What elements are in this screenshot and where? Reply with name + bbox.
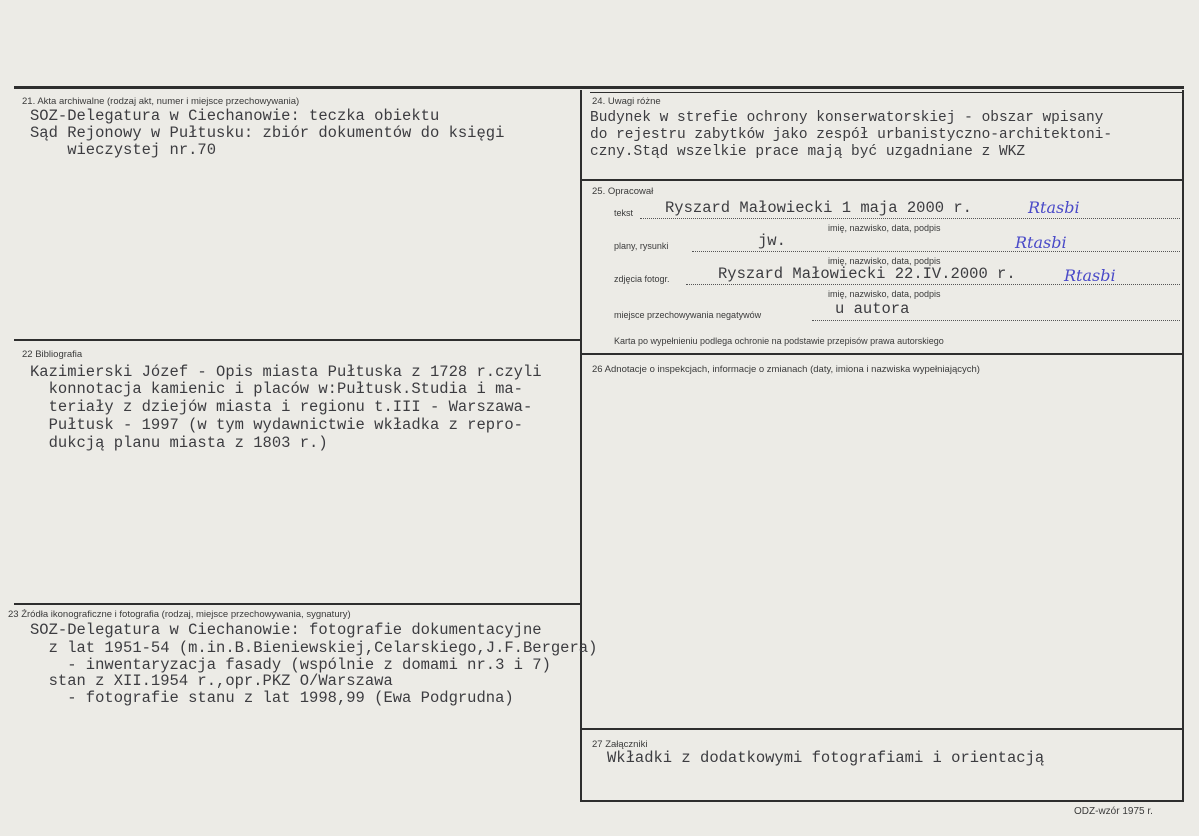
miejsce-dotline bbox=[812, 320, 1180, 321]
section-27-label: 27 Załączniki bbox=[592, 739, 648, 750]
tekst-caption: imię, nazwisko, data, podpis bbox=[828, 223, 941, 233]
divider-21-22 bbox=[14, 339, 580, 341]
section-23-label: 23 Źródła ikonograficzne i fotografia (rodzaj, miejsce przechowywania, sygnatury) bbox=[8, 609, 351, 620]
tekst-signature: Rtasbi bbox=[1028, 198, 1080, 217]
divider-24-25 bbox=[582, 179, 1184, 181]
tekst-value: Ryszard Małowiecki 1 maja 2000 r. bbox=[665, 199, 972, 217]
section-22-line-1: Kazimierski Józef - Opis miasta Pułtuska z 1728 r.czyli bbox=[30, 363, 542, 381]
section-24-label: 24. Uwagi różne bbox=[592, 96, 661, 107]
bottom-rule bbox=[582, 800, 1184, 802]
section-23-line-5: - fotografie stanu z lat 1998,99 (Ewa Podgrudna) bbox=[30, 689, 514, 707]
center-divider bbox=[580, 90, 582, 802]
section-23-line-3: - inwentaryzacja fasady (wspólnie z domami nr.3 i 7) bbox=[30, 656, 551, 674]
section-21-line-2: Sąd Rejonowy w Pułtusku: zbiór dokumentów do księgi bbox=[30, 124, 505, 142]
section-26-label: 26 Adnotacje o inspekcjach, informacje o zmianach (daty, imiona i nazwiska wypełniających) bbox=[592, 364, 980, 375]
section-25-label: 25. Opracował bbox=[592, 186, 654, 197]
section-23-line-4: stan z XII.1954 r.,opr.PKZ O/Warszawa bbox=[30, 672, 393, 690]
plany-signature: Rtasbi bbox=[1015, 233, 1067, 252]
section-22-label: 22 Bibliografia bbox=[22, 349, 83, 360]
top-rule bbox=[14, 86, 1184, 89]
zdjecia-signature: Rtasbi bbox=[1064, 266, 1116, 285]
plany-caption: imię, nazwisko, data, podpis bbox=[828, 256, 941, 266]
section-23-line-1: SOZ-Delegatura w Ciechanowie: fotografie dokumentacyjne bbox=[30, 621, 542, 639]
tekst-label: tekst bbox=[614, 208, 634, 218]
plany-label: plany, rysunki bbox=[614, 241, 669, 251]
section-21-line-3: wieczystej nr.70 bbox=[30, 141, 217, 159]
copyright-note: Karta po wypełnieniu podlega ochronie na podstawie przepisów prawa autorskiego bbox=[614, 336, 944, 346]
section-27-text: Wkładki z dodatkowymi fotografiami i orientacją bbox=[607, 749, 1045, 767]
section-24-line-3: czny.Stąd wszelkie prace mają być uzgadniane z WKZ bbox=[590, 144, 1026, 160]
section-24-line-1: Budynek w strefie ochrony konserwatorskiej - obszar wpisany bbox=[590, 110, 1104, 126]
plany-dotline bbox=[692, 251, 1180, 252]
form-footer: ODZ-wzór 1975 r. bbox=[1074, 806, 1153, 817]
section-21-label: 21. Akta archiwalne (rodzaj akt, numer i miejsce przechowywania) bbox=[22, 96, 300, 107]
section-23-line-2: z lat 1951-54 (m.in.B.Bieniewskiej,Celarskiego,J.F.Bergera) bbox=[30, 639, 598, 657]
plany-value: jw. bbox=[758, 232, 786, 250]
miejsce-value: u autora bbox=[835, 300, 910, 318]
divider-25-26 bbox=[582, 353, 1184, 355]
section-22-line-4: Pułtusk - 1997 (w tym wydawnictwie wkładka z repro- bbox=[30, 416, 523, 434]
zdjecia-caption: imię, nazwisko, data, podpis bbox=[828, 289, 941, 299]
zdjecia-value: Ryszard Małowiecki 22.IV.2000 r. bbox=[718, 265, 1016, 283]
section-22-line-2: konnotacja kamienic i placów w:Pułtusk.Studia i ma- bbox=[30, 380, 523, 398]
section-22-line-5: dukcją planu miasta z 1803 r.) bbox=[30, 434, 328, 452]
divider-26-27 bbox=[582, 728, 1184, 730]
right-divider bbox=[1182, 90, 1184, 802]
miejsce-label: miejsce przechowywania negatywów bbox=[614, 310, 762, 320]
tekst-dotline bbox=[640, 218, 1180, 219]
section-21-line-1: SOZ-Delegatura w Ciechanowie: teczka obiektu bbox=[30, 107, 440, 125]
divider-22-23 bbox=[14, 603, 580, 605]
section-22-line-3: teriały z dziejów miasta i regionu t.III - Warszawa- bbox=[30, 398, 533, 416]
zdjecia-label: zdjęcia fotogr. bbox=[614, 274, 670, 284]
top-rule-thin bbox=[590, 92, 1184, 93]
section-24-line-2: do rejestru zabytków jako zespół urbanistyczno-architektoni- bbox=[590, 127, 1113, 143]
